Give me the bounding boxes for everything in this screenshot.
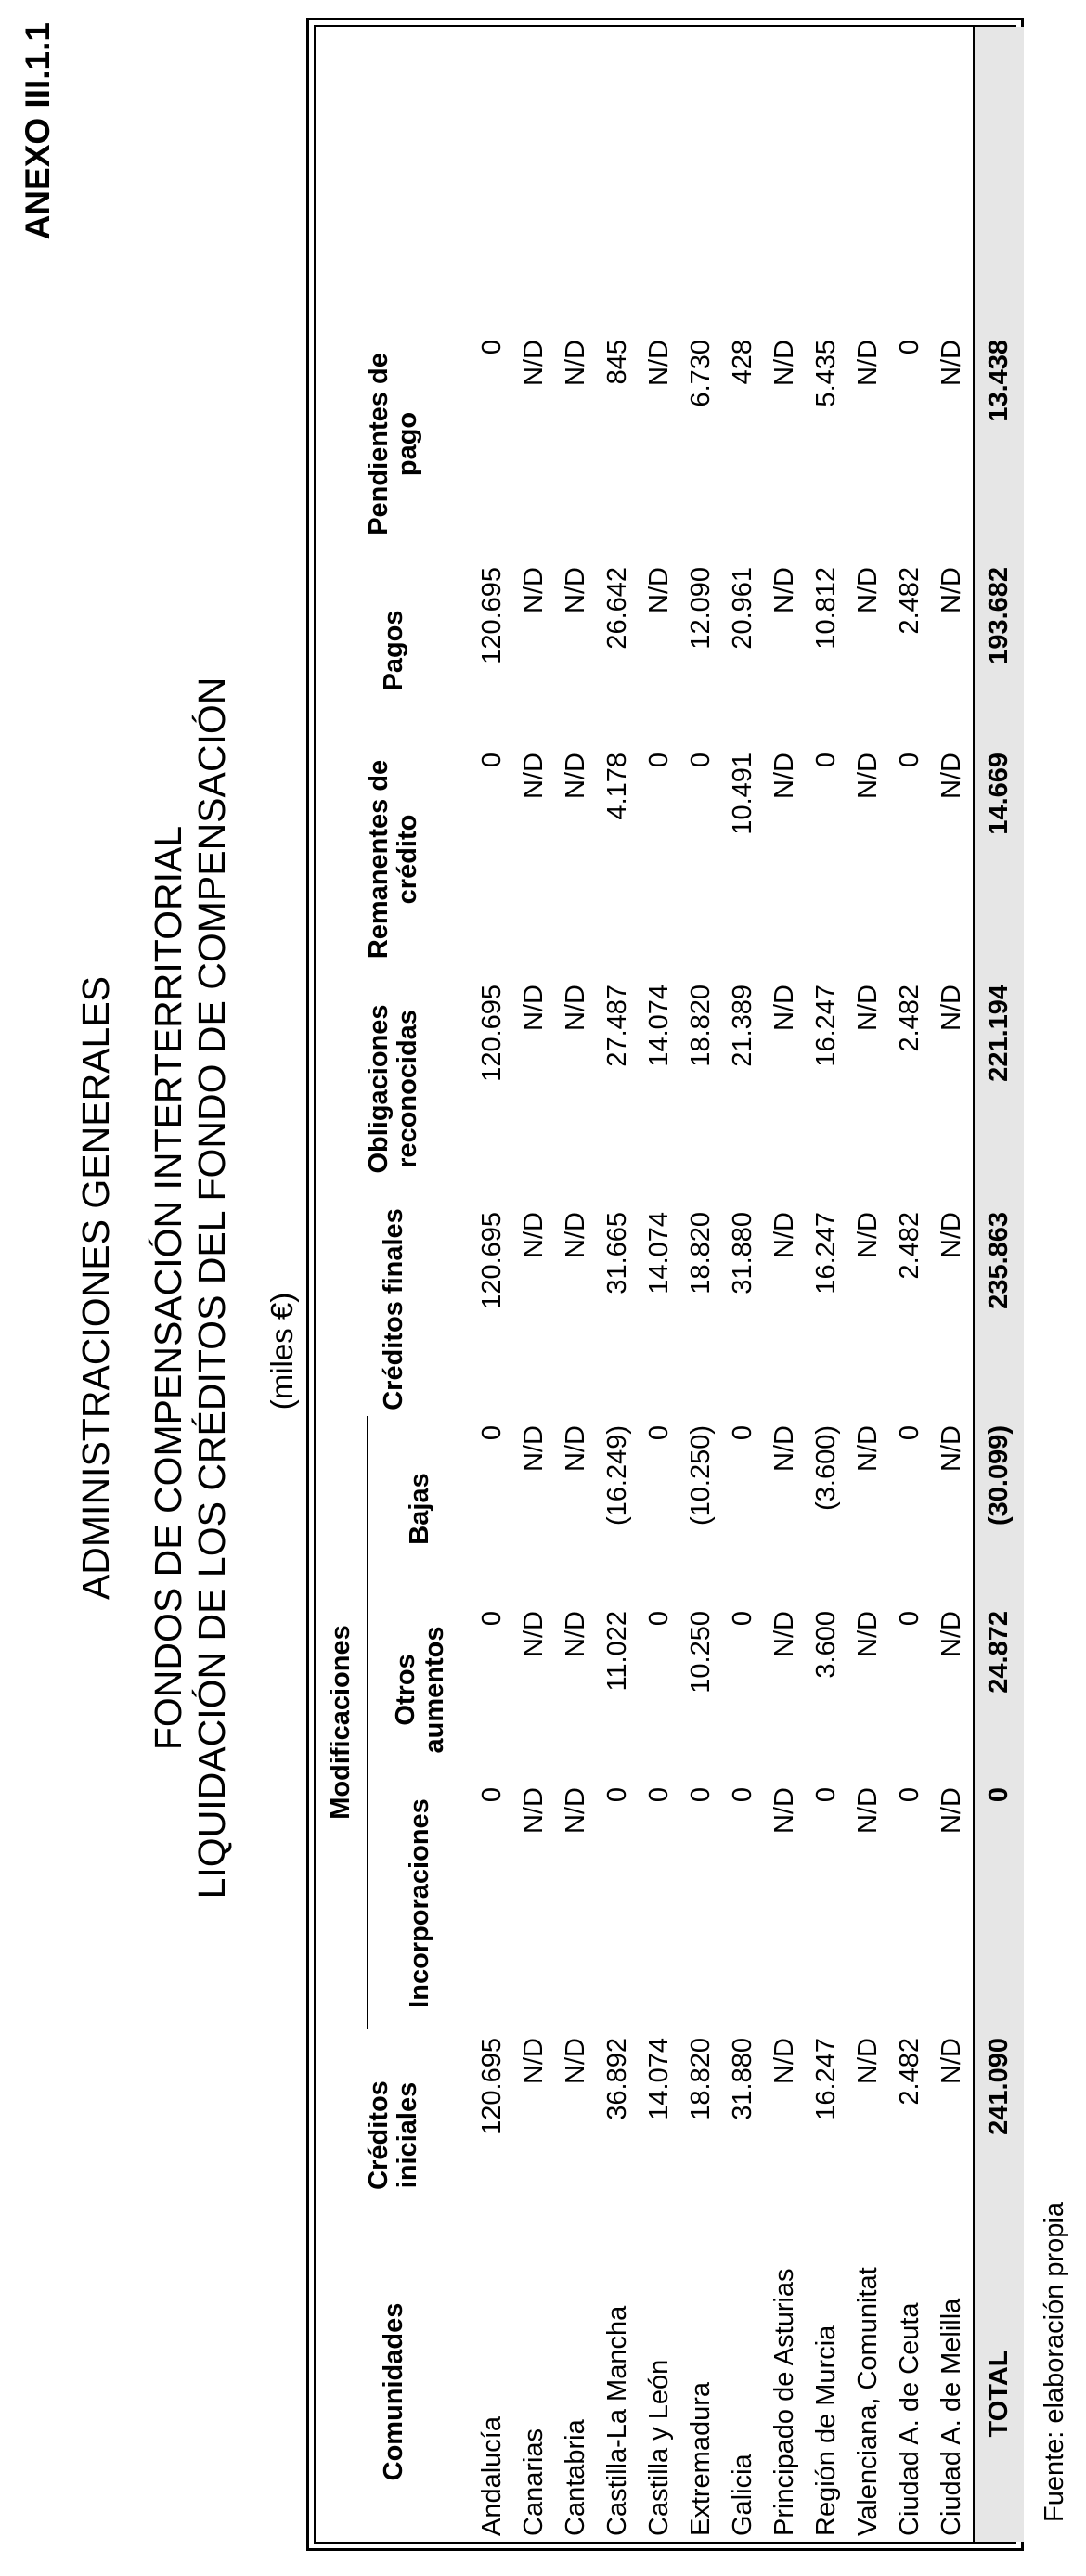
title-funds: FONDOS DE COMPENSACIÓN INTERTERRITORIAL: [147, 825, 189, 1751]
cell-creditos-iniciales: 2.482: [895, 2038, 924, 2106]
cell-otros-aumentos: N/D: [937, 1611, 966, 1657]
cell-incorporaciones: 0: [895, 1787, 924, 1803]
cell-pagos: 2.482: [895, 566, 924, 635]
cell-incorporaciones: 0: [644, 1787, 674, 1803]
cell-otros-aumentos: N/D: [853, 1611, 883, 1657]
title-liquidation: LIQUIDACIÓN DE LOS CRÉDITOS DEL FONDO DE COMPENSACIÓN: [190, 676, 233, 1900]
cell-comunidad: Cantabria: [561, 2419, 590, 2536]
table-row: [889, 27, 931, 2542]
cell-comunidad: Principado de Asturias: [769, 2268, 799, 2536]
table-body: [472, 27, 1024, 2542]
cell-remanentes: 10.491: [728, 752, 757, 835]
credits-table: [316, 27, 1024, 2542]
cell-pendientes: 13.438: [974, 330, 1024, 558]
cell-obligaciones: 2.482: [895, 984, 924, 1052]
cell-remanentes: 0: [477, 752, 507, 768]
cell-pendientes: N/D: [519, 339, 549, 386]
table-row: [597, 27, 639, 2542]
header-pendientes: Pendientes de pago: [364, 353, 422, 535]
cell-comunidad: Región de Murcia: [811, 2325, 841, 2536]
cell-creditos-iniciales: N/D: [519, 2038, 549, 2084]
header-modificaciones: Modificaciones: [316, 1416, 368, 2029]
cell-comunidad: Andalucía: [477, 2416, 507, 2536]
cell-otros-aumentos: N/D: [519, 1611, 549, 1657]
cell-incorporaciones: N/D: [561, 1787, 590, 1834]
cell-comunidad: Ciudad A. de Ceuta: [895, 2302, 924, 2536]
cell-comunidad: Galicia: [728, 2454, 757, 2536]
cell-pagos: N/D: [519, 566, 549, 613]
cell-incorporaciones: 0: [686, 1787, 716, 1803]
cell-comunidad: TOTAL: [974, 2242, 1024, 2542]
cell-incorporaciones: N/D: [519, 1787, 549, 1834]
cell-otros-aumentos: 11.022: [602, 1611, 632, 1692]
cell-creditos-iniciales: 120.695: [477, 2038, 507, 2135]
cell-comunidad: Valenciana, Comunitat: [853, 2267, 883, 2536]
cell-creditos-finales: N/D: [937, 1211, 966, 1258]
cell-otros-aumentos: 0: [728, 1611, 757, 1627]
table-row: [847, 27, 889, 2542]
table-row: [764, 27, 806, 2542]
header-creditos-iniciales: Créditos iniciales: [364, 2080, 422, 2190]
cell-spacer: [931, 27, 974, 330]
cell-comunidad: Canarias: [519, 2428, 549, 2536]
cell-obligaciones: 120.695: [477, 984, 507, 1082]
cell-comunidad: Castilla-La Mancha: [602, 2305, 632, 2536]
cell-spacer: [680, 27, 722, 330]
cell-creditos-finales: N/D: [853, 1211, 883, 1258]
cell-bajas: (3.600): [811, 1424, 841, 1511]
cell-bajas: N/D: [937, 1424, 966, 1472]
cell-remanentes: 0: [811, 752, 841, 768]
cell-incorporaciones: N/D: [937, 1787, 966, 1834]
cell-otros-aumentos: 3.600: [811, 1611, 841, 1679]
header-incorporaciones: Incorporaciones: [405, 1798, 434, 2008]
header-otros-aumentos: Otros aumentos: [390, 1626, 449, 1754]
header-spacer: [316, 27, 472, 330]
cell-pagos: 193.682: [974, 558, 1024, 743]
table-row: [931, 27, 974, 2542]
cell-creditos-iniciales: 241.090: [974, 2029, 1024, 2242]
cell-incorporaciones: N/D: [769, 1787, 799, 1834]
cell-bajas: N/D: [769, 1424, 799, 1472]
cell-pagos: N/D: [644, 566, 674, 613]
cell-remanentes: N/D: [561, 752, 590, 799]
cell-obligaciones: N/D: [937, 984, 966, 1031]
cell-pendientes: N/D: [561, 339, 590, 386]
cell-spacer: [555, 27, 597, 330]
table-row: [680, 27, 722, 2542]
table-row: [513, 27, 555, 2542]
cell-incorporaciones: 0: [602, 1787, 632, 1803]
cell-spacer: [472, 27, 513, 330]
cell-creditos-finales: 120.695: [477, 1211, 507, 1309]
cell-obligaciones: 14.074: [644, 984, 674, 1067]
cell-otros-aumentos: 0: [477, 1611, 507, 1627]
cell-remanentes: N/D: [519, 752, 549, 799]
cell-otros-aumentos: 10.250: [686, 1611, 716, 1694]
cell-remanentes: 0: [644, 752, 674, 768]
cell-bajas: N/D: [561, 1424, 590, 1472]
cell-pendientes: 428: [728, 339, 757, 385]
cell-pagos: 12.090: [686, 566, 716, 650]
cell-obligaciones: N/D: [519, 984, 549, 1031]
cell-spacer: [847, 27, 889, 330]
cell-pendientes: 845: [602, 339, 632, 385]
annex-label: ANEXO III.1.1: [19, 22, 57, 240]
cell-spacer: [806, 27, 847, 330]
cell-remanentes: 4.178: [602, 752, 632, 820]
cell-incorporaciones: 0: [974, 1778, 1024, 2029]
cell-comunidad: Extremadura: [686, 2381, 716, 2536]
cell-creditos-finales: 235.863: [974, 1203, 1024, 1416]
cell-spacer: [764, 27, 806, 330]
cell-incorporaciones: N/D: [853, 1787, 883, 1834]
cell-remanentes: N/D: [853, 752, 883, 799]
header-remanentes: Remanentes de crédito: [364, 759, 422, 960]
cell-otros-aumentos: 0: [644, 1611, 674, 1627]
cell-pagos: 20.961: [728, 566, 757, 650]
cell-incorporaciones: 0: [811, 1787, 841, 1803]
cell-creditos-iniciales: N/D: [937, 2038, 966, 2084]
table-row: [806, 27, 847, 2542]
cell-pagos: N/D: [937, 566, 966, 613]
cell-bajas: 0: [728, 1424, 757, 1441]
source-note: Fuente: elaboración propia: [1040, 2201, 1069, 2522]
cell-obligaciones: 27.487: [602, 984, 632, 1067]
header-pagos: Pagos: [378, 610, 408, 691]
cell-obligaciones: N/D: [853, 984, 883, 1031]
cell-remanentes: 14.669: [974, 743, 1024, 975]
cell-creditos-iniciales: N/D: [769, 2038, 799, 2084]
cell-comunidad: Ciudad A. de Melilla: [937, 2298, 966, 2536]
cell-bajas: N/D: [853, 1424, 883, 1472]
cell-creditos-iniciales: N/D: [561, 2038, 590, 2084]
table-row: [639, 27, 680, 2542]
cell-pagos: 120.695: [477, 566, 507, 664]
header-creditos-finales: Créditos finales: [378, 1208, 408, 1410]
cell-creditos-iniciales: 31.880: [728, 2038, 757, 2120]
cell-incorporaciones: 0: [477, 1787, 507, 1803]
cell-creditos-iniciales: N/D: [853, 2038, 883, 2084]
header-comunidades: Comunidades: [378, 2302, 408, 2481]
cell-creditos-iniciales: 36.892: [602, 2038, 632, 2120]
cell-spacer: [974, 27, 1024, 330]
cell-pendientes: 6.730: [686, 339, 716, 407]
cell-creditos-finales: N/D: [561, 1211, 590, 1258]
cell-otros-aumentos: 24.872: [974, 1602, 1024, 1778]
cell-creditos-finales: N/D: [519, 1211, 549, 1258]
cell-bajas: N/D: [519, 1424, 549, 1472]
cell-creditos-finales: 31.880: [728, 1211, 757, 1294]
cell-incorporaciones: 0: [728, 1787, 757, 1803]
cell-creditos-finales: 16.247: [811, 1211, 841, 1294]
cell-creditos-iniciales: 14.074: [644, 2038, 674, 2120]
cell-pendientes: N/D: [644, 339, 674, 386]
cell-spacer: [597, 27, 639, 330]
header-obligaciones: Obligaciones reconocidas: [364, 1004, 422, 1174]
total-row: [974, 27, 1024, 2542]
table-row: [722, 27, 764, 2542]
cell-obligaciones: 18.820: [686, 984, 716, 1067]
cell-pagos: N/D: [561, 566, 590, 613]
cell-creditos-finales: 31.665: [602, 1211, 632, 1294]
cell-spacer: [722, 27, 764, 330]
cell-remanentes: 0: [686, 752, 716, 768]
cell-remanentes: 0: [895, 752, 924, 768]
cell-pagos: N/D: [769, 566, 799, 613]
table-row: [555, 27, 597, 2542]
cell-pendientes: N/D: [769, 339, 799, 386]
cell-pagos: N/D: [853, 566, 883, 613]
cell-pagos: 10.812: [811, 566, 841, 650]
cell-obligaciones: 221.194: [974, 975, 1024, 1203]
cell-spacer: [639, 27, 680, 330]
cell-remanentes: N/D: [769, 752, 799, 799]
cell-bajas: 0: [477, 1424, 507, 1441]
cell-creditos-finales: 14.074: [644, 1211, 674, 1294]
cell-obligaciones: 16.247: [811, 984, 841, 1067]
cell-otros-aumentos: 0: [895, 1611, 924, 1627]
cell-creditos-finales: 2.482: [895, 1211, 924, 1280]
cell-bajas: 0: [895, 1424, 924, 1441]
cell-pendientes: 0: [895, 339, 924, 355]
cell-spacer: [513, 27, 555, 330]
unit-label: (miles €): [265, 1292, 299, 1410]
cell-pagos: 26.642: [602, 566, 632, 650]
cell-creditos-iniciales: 16.247: [811, 2038, 841, 2120]
cell-spacer: [889, 27, 931, 330]
cell-bajas: (16.249): [602, 1424, 632, 1526]
cell-otros-aumentos: N/D: [769, 1611, 799, 1657]
cell-obligaciones: 21.389: [728, 984, 757, 1067]
cell-bajas: 0: [644, 1424, 674, 1441]
cell-pendientes: 5.435: [811, 339, 841, 407]
cell-comunidad: Castilla y León: [644, 2359, 674, 2536]
header-bajas: Bajas: [405, 1473, 434, 1545]
cell-bajas: (10.250): [686, 1424, 716, 1526]
title-main: ADMINISTRACIONES GENERALES: [74, 975, 117, 1601]
cell-obligaciones: N/D: [561, 984, 590, 1031]
cell-pendientes: N/D: [937, 339, 966, 386]
cell-pendientes: 0: [477, 339, 507, 355]
cell-creditos-finales: N/D: [769, 1211, 799, 1258]
cell-obligaciones: N/D: [769, 984, 799, 1031]
cell-bajas: (30.099): [974, 1416, 1024, 1602]
cell-creditos-iniciales: 18.820: [686, 2038, 716, 2120]
cell-remanentes: N/D: [937, 752, 966, 799]
table-row: [472, 27, 513, 2542]
cell-pendientes: N/D: [853, 339, 883, 386]
cell-creditos-finales: 18.820: [686, 1211, 716, 1294]
cell-otros-aumentos: N/D: [561, 1611, 590, 1657]
